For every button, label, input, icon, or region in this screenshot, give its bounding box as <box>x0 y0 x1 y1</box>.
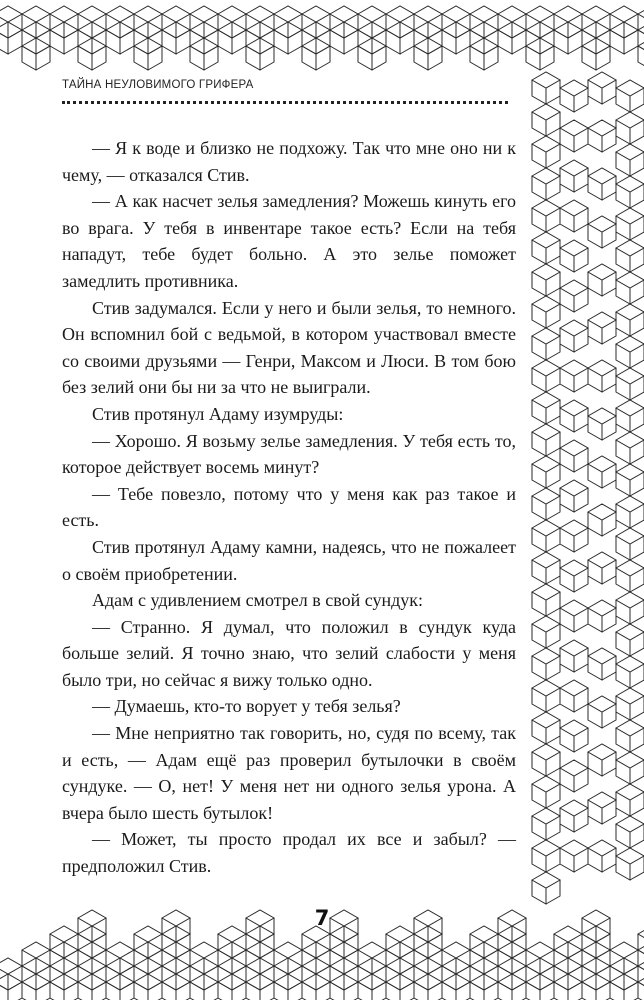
cube-ornament <box>560 560 588 592</box>
paragraph: Стив задумался. Если у него и были зелья, то немного. Он вспомнил бой с ведьмой, в котором участвовал вместе со своими друзьями — Генри, Максом и Люси. В том бою без зелий они бы ни за что не выиграли. <box>62 297 516 398</box>
cube-ornament <box>616 400 644 432</box>
cube-ornament <box>532 232 560 264</box>
cube-ornament <box>588 408 616 440</box>
paragraph: — Хорошо. Я возьму зелье замедления. У тебя есть то, которое действует восемь минут? <box>62 430 516 478</box>
cube-ornament <box>616 592 644 624</box>
paragraph: — Тебе повезло, потому что у меня как раз такое и есть. <box>62 483 516 531</box>
cube-ornament <box>616 208 644 240</box>
cube-ornament <box>616 336 644 368</box>
cube-ornament <box>560 480 588 512</box>
cube-ornament <box>274 942 302 974</box>
cube-ornament <box>616 464 644 496</box>
cube-ornament <box>532 680 560 712</box>
cube-ornament <box>532 552 560 584</box>
cube-ornament <box>532 392 560 424</box>
cube-ornament <box>588 168 616 200</box>
cube-ornament <box>588 312 616 344</box>
cube-ornament <box>588 696 616 728</box>
cube-ornament <box>554 926 582 958</box>
cube-ornament <box>588 264 616 296</box>
cube-ornament <box>560 800 588 832</box>
cube-ornament <box>588 744 616 776</box>
cube-ornament <box>638 974 644 1000</box>
cube-ornament <box>532 744 560 776</box>
cube-ornament <box>588 216 616 248</box>
cube-ornament <box>588 120 616 152</box>
cube-ornament <box>0 22 22 54</box>
cube-ornament <box>560 440 588 472</box>
cube-ornament <box>616 240 644 272</box>
cube-ornament <box>218 926 246 958</box>
cube-ornament <box>22 942 50 974</box>
cube-ornament <box>190 942 218 974</box>
cube-ornament <box>358 942 386 974</box>
cube-ornament <box>386 926 414 958</box>
paragraph: Стив протянул Адаму изумруды: <box>92 403 344 424</box>
cube-ornament <box>588 552 616 584</box>
cube-ornament <box>532 264 560 296</box>
cube-ornament <box>532 584 560 616</box>
cube-ornament <box>560 80 588 112</box>
cube-ornament <box>0 958 22 990</box>
cube-ornament <box>532 168 560 200</box>
cube-ornament <box>442 942 470 974</box>
paragraph: — Я к воде и близко не подхожу. Так что мне оно ни к чему, — отказался Стив. <box>62 138 516 185</box>
cube-ornament <box>616 528 644 560</box>
cube-ornament <box>526 942 554 974</box>
cube-ornament <box>106 942 134 974</box>
cube-ornament <box>560 760 588 792</box>
cube-ornament <box>616 112 644 144</box>
cube-ornament <box>616 496 644 528</box>
cube-ornament <box>610 942 638 974</box>
cube-ornament <box>588 504 616 536</box>
cube-ornament <box>638 958 644 990</box>
paragraph: — Думаешь, кто-то ворует у тебя зелья? <box>92 696 401 717</box>
cube-ornament <box>616 816 644 848</box>
cube-ornament <box>532 808 560 840</box>
cube-ornament <box>616 304 644 336</box>
cube-ornament <box>560 600 588 632</box>
cube-ornament <box>560 400 588 432</box>
paragraph: — А как насчет зелья замедления? Можешь кинуть его во врага. У тебя в инвентаре такое есть? Если на тебя нападут, тебе будет больно. А это зелье поможет замедлить противника. <box>62 191 516 291</box>
cube-ornament <box>532 520 560 552</box>
cube-ornament <box>134 926 162 958</box>
cube-ornament <box>532 840 560 872</box>
cube-ornament <box>560 120 588 152</box>
cube-ornament <box>532 424 560 456</box>
cube-ornament <box>302 926 330 958</box>
cube-ornament <box>532 72 560 104</box>
cube-ornament <box>532 296 560 328</box>
cube-ornament <box>532 776 560 808</box>
cube-ornament <box>616 368 644 400</box>
cube-ornament <box>588 840 616 872</box>
cube-ornament <box>532 712 560 744</box>
cube-ornament <box>532 136 560 168</box>
cube-ornament <box>470 926 498 958</box>
cube-ornament <box>532 488 560 520</box>
cube-ornament <box>560 320 588 352</box>
cube-ornament <box>616 720 644 752</box>
cube-ornament <box>532 200 560 232</box>
cube-ornament <box>560 200 588 232</box>
cube-ornament <box>638 926 644 958</box>
cube-ornament <box>616 784 644 816</box>
cube-ornament <box>638 38 644 70</box>
cube-ornament <box>616 80 644 112</box>
cube-ornament <box>588 72 616 104</box>
cube-ornament <box>638 942 644 974</box>
cube-ornament <box>616 144 644 176</box>
cube-ornament <box>532 328 560 360</box>
cube-ornament <box>616 272 644 304</box>
cube-ornament <box>560 280 588 312</box>
paragraph: — Мне неприятно так говорить, но, судя по всему, так и есть, — Адам ещё раз проверил бутылочки в своём сундуке. — О, нет! У меня нет ни одного зелья урона. А вчера было шесть бутылок! <box>62 723 516 823</box>
cube-ornament <box>616 560 644 592</box>
cube-ornament <box>50 926 78 958</box>
cube-ornament <box>588 456 616 488</box>
cube-ornament <box>532 360 560 392</box>
cube-ornament <box>616 752 644 784</box>
cube-ornament <box>560 680 588 712</box>
cube-ornament <box>560 640 588 672</box>
cube-ornament <box>560 520 588 552</box>
paragraph: — Странно. Я думал, что положил в сундук куда больше зелий. Я точно знаю, что зелий слабости у меня было три, но сейчас я вижу только одно. <box>62 616 516 690</box>
cube-ornament <box>588 792 616 824</box>
cube-ornament <box>616 656 644 688</box>
cube-ornament <box>532 872 560 904</box>
cube-ornament <box>616 176 644 208</box>
cube-ornament <box>588 648 616 680</box>
cube-ornament <box>560 240 588 272</box>
paragraph: Стив протянул Адаму камни, надеясь, что не пожалеет о своём приобретении. <box>62 536 516 584</box>
cube-ornament <box>560 720 588 752</box>
page-number: 7 <box>314 906 330 930</box>
running-header-title: ТАЙНА НЕУЛОВИМОГО ГРИФЕРА <box>62 79 254 91</box>
cube-ornament <box>0 6 22 38</box>
paragraph: Адам с удивлением смотрел в свой сундук: <box>92 590 424 611</box>
cube-ornament <box>616 688 644 720</box>
cube-ornament <box>560 160 588 192</box>
cube-ornament <box>616 432 644 464</box>
cube-ornament <box>616 848 644 880</box>
cube-ornament <box>588 600 616 632</box>
paragraph: — Может, ты просто продал их все и забыл? — предположил Стив. <box>62 829 516 877</box>
cube-ornament <box>532 456 560 488</box>
body-text <box>62 135 516 880</box>
cube-ornament <box>588 360 616 392</box>
cube-ornament <box>532 648 560 680</box>
cube-ornament <box>532 104 560 136</box>
cube-ornament <box>560 840 588 872</box>
cube-ornament <box>532 616 560 648</box>
cube-ornament <box>560 360 588 392</box>
cube-ornament <box>616 624 644 656</box>
header-dotted-rule <box>62 101 508 104</box>
